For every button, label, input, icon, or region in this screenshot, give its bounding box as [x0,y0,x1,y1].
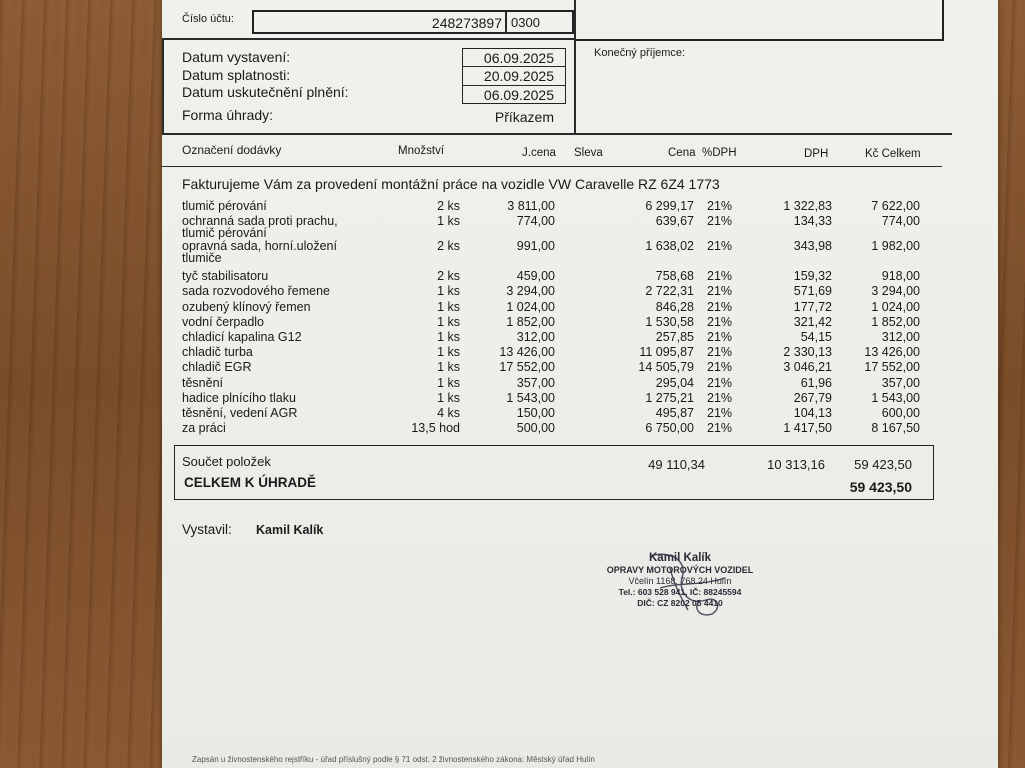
cell-name-continued: tlumiče [182,251,222,266]
cell-name: vodní čerpadlo [182,314,265,329]
signature-icon [630,548,740,620]
tax-date: 06.09.2025 [483,87,554,103]
cell-vat: 159,32 [793,269,832,284]
cell-unit: 459,00 [516,269,555,284]
invoice-page [162,0,998,768]
account-label: Číslo účtu: [182,13,234,25]
table-row [162,391,998,405]
table-row [162,345,998,359]
stamp-line-5: DIČ: CZ 8202 05 4410 [637,598,723,608]
table-row [162,330,998,344]
stamp-line-4: Tel.: 603 528 941, IČ: 88245594 [618,587,742,597]
cell-qty: 1 ks [437,390,460,405]
issuer-name: Kamil Kalík [256,523,324,537]
cell-vat-pct: 21% [707,314,733,329]
cell-price: 6 750,00 [645,421,694,436]
cell-name: tyč stabilisatoru [182,269,269,284]
cell-total: 1 982,00 [871,239,920,254]
payment-value: Příkazem [494,109,554,125]
divider [162,38,574,40]
cell-unit: 13 426,00 [499,345,555,360]
cell-vat-pct: 21% [707,345,733,360]
table-row [162,239,998,266]
cell-price: 495,87 [655,406,694,420]
cell-vat: 571,69 [793,284,832,299]
cell-qty: 1 ks [437,360,460,375]
cell-qty: 13,5 hod [411,421,460,436]
divider [462,85,566,86]
col-qty-header: Množství [398,145,445,157]
cell-price: 6 299,17 [645,199,694,213]
cell-name: tlumič pérování [182,199,267,213]
sum-total: 59 423,50 [854,457,912,472]
cell-price: 1 530,58 [645,314,694,329]
cell-vat: 61,96 [800,375,832,390]
footer-note: Zapsán u živnostenského rejstříku - úřad příslušný podle § 71 odst. 2 živnostenského zákona: Městský úřad Hulín [192,755,595,764]
divider [162,133,952,135]
cell-qty: 2 ks [437,199,460,213]
table-row [162,300,998,314]
sum-vat: 10 313,16 [767,457,825,472]
col-price-header: Cena [668,147,696,159]
tax-date-label: Datum uskutečnění plnění: [182,84,349,100]
cell-qty: 1 ks [437,284,460,299]
cell-vat-pct: 21% [707,269,733,284]
divider [162,166,942,167]
cell-total: 17 552,00 [864,360,920,375]
cell-total: 13 426,00 [864,345,920,360]
table-row [162,199,998,213]
cell-vat: 54,15 [800,330,832,344]
cell-vat: 3 046,21 [783,360,832,375]
stamp-line-3: Včelín 1168, 768 24 Hulín [628,576,732,586]
cell-unit: 357,00 [516,375,555,390]
table-row [162,284,998,298]
cell-unit: 1 852,00 [506,314,555,329]
cell-unit: 3 811,00 [507,199,555,213]
recipient-top-box [574,0,944,41]
issue-date-label: Datum vystavení: [182,49,291,65]
bank-code: 0300 [511,15,540,30]
col-unit-header: J.cena [522,147,556,159]
stamp-name: Kamil Kalík [649,552,711,564]
cell-unit: 3 294,00 [506,284,555,299]
divider [574,0,576,133]
cell-total: 312,00 [881,330,920,344]
divider [462,66,566,67]
divider [162,38,164,133]
cell-vat: 177,72 [793,299,832,314]
due-date: 20.09.2025 [483,68,554,84]
cell-qty: 1 ks [437,345,460,360]
cell-name: za práci [182,421,226,436]
cell-vat-pct: 21% [707,375,733,390]
cell-qty: 1 ks [437,299,460,314]
cell-qty: 2 ks [437,269,460,284]
cell-vat-pct: 21% [707,199,733,213]
cell-unit: 1 024,00 [506,299,555,314]
cell-qty: 1 ks [437,314,460,329]
col-item-header: Označení dodávky [182,143,282,157]
cell-vat: 2 330,13 [783,345,832,360]
cell-price: 758,68 [655,269,694,284]
cell-vat: 104,13 [793,406,832,420]
cell-vat-pct: 21% [707,214,733,229]
cell-vat-pct: 21% [707,239,733,254]
cell-name: ochranná sada proti prachu, [182,214,338,229]
cell-vat-pct: 21% [707,330,733,344]
cell-price: 14 505,79 [638,360,694,375]
cell-qty: 1 ks [437,214,460,229]
cell-vat: 267,79 [793,390,832,405]
cell-vat-pct: 21% [707,360,733,375]
cell-total: 3 294,00 [871,284,920,299]
cell-price: 11 095,87 [639,345,694,360]
cell-name: opravná sada, horní.uložení [182,239,337,254]
cell-price: 846,28 [655,299,694,314]
cell-unit: 1 543,00 [506,390,555,405]
cell-vat-pct: 21% [707,421,733,436]
col-discount-header: Sleva [574,147,603,159]
account-number: 248273897 [431,15,502,31]
cell-name: sada rozvodového řemene [182,284,331,299]
cell-total: 1 024,00 [871,299,920,314]
cell-price: 1 638,02 [645,239,694,254]
cell-name: chladič turba [182,345,253,360]
due-date-label: Datum splatnosti: [182,67,291,83]
table-row [162,269,998,283]
cell-vat: 343,98 [793,239,832,254]
grand-total: 59 423,50 [849,479,912,495]
issue-date: 06.09.2025 [483,50,554,66]
col-vat-header: DPH [804,148,829,160]
cell-total: 8 167,50 [871,421,920,436]
table-row [162,406,998,420]
cell-total: 774,00 [881,214,920,229]
cell-price: 639,67 [655,214,694,229]
cell-vat-pct: 21% [707,284,733,299]
invoice-intro: Fakturujeme Vám za provedení montážní práce na vozidle VW Caravelle RZ 6Z4 1773 [182,176,720,192]
cell-vat: 1 417,50 [783,421,832,436]
grand-total-label: CELKEM K ÚHRADĚ [184,475,317,490]
cell-total: 357,00 [881,375,920,390]
cell-qty: 1 ks [437,375,460,390]
col-vatpct-header: %DPH [702,147,737,159]
cell-name-continued: tlumič pérování [182,226,267,241]
cell-unit: 774,00 [516,214,555,229]
table-row [162,376,998,390]
cell-total: 1 852,00 [871,314,920,329]
cell-name: hadice plnícího tlaku [182,390,296,405]
cell-vat-pct: 21% [707,299,733,314]
sum-price: 49 110,34 [648,457,705,472]
cell-name: chladič EGR [182,360,252,375]
table-row [162,421,998,435]
cell-vat-pct: 21% [707,390,733,405]
cell-qty: 2 ks [437,239,460,254]
cell-vat: 321,42 [793,314,832,329]
stamp-line-2: OPRAVY MOTOROVÝCH VOZIDEL [606,565,754,575]
cell-vat: 1 322,83 [783,199,832,213]
cell-unit: 500,00 [516,421,555,436]
sum-label: Součet položek [182,454,271,469]
cell-price: 295,04 [655,375,694,390]
cell-unit: 991,00 [516,239,555,254]
cell-name: ozubený klínový řemen [182,299,311,314]
cell-qty: 4 ks [437,406,460,420]
cell-price: 2 722,31 [645,284,694,299]
cell-unit: 150,00 [516,406,555,420]
cell-name: těsnění [182,375,224,390]
cell-price: 257,85 [655,330,694,344]
cell-total: 7 622,00 [871,199,920,213]
cell-vat-pct: 21% [707,406,733,420]
cell-unit: 17 552,00 [499,360,555,375]
recipient-label: Konečný příjemce: [594,47,686,59]
cell-qty: 1 ks [437,330,460,344]
cell-total: 918,00 [881,269,920,284]
cell-total: 600,00 [881,406,920,420]
cell-name: chladicí kapalina G12 [182,330,302,344]
payment-label: Forma úhrady: [182,107,274,123]
cell-total: 1 543,00 [871,390,920,405]
cell-vat: 134,33 [793,214,832,229]
table-row [162,315,998,329]
table-row [162,214,998,241]
table-row [162,360,998,374]
cell-unit: 312,00 [516,330,555,344]
cell-name: těsnění, vedení AGR [182,406,298,420]
divider [505,12,507,34]
col-total-header: Kč Celkem [865,148,921,160]
issuer-label: Vystavil: [182,522,232,537]
cell-price: 1 275,21 [645,390,694,405]
